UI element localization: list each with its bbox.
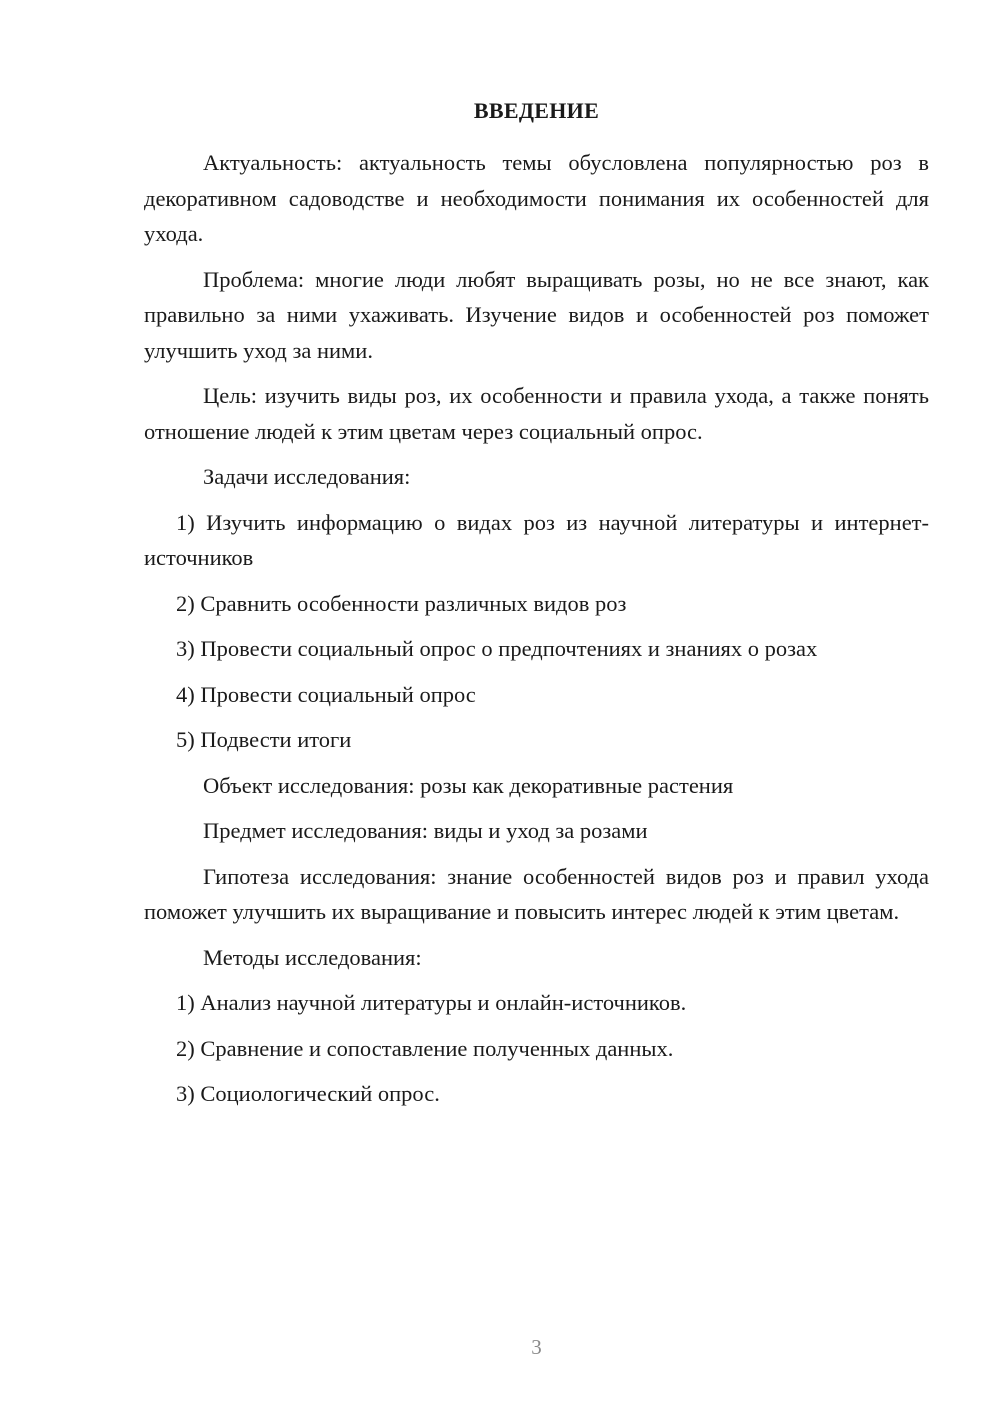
methods-heading: Методы исследования: (203, 944, 422, 970)
tasks-heading: Задачи исследования: (203, 464, 411, 489)
hypothesis-paragraph: Гипотеза исследования: знание особенностей видов роз и правил ухода поможет улучшить их выращивание и повысить интерес людей к этим цветам. (144, 863, 929, 924)
subject-paragraph: Предмет исследования: виды и уход за розами (203, 818, 648, 843)
task-item: 5) Подвести итоги (176, 727, 352, 752)
page-title: ВВЕДЕНИЕ (473, 98, 600, 123)
method-item: 1) Анализ научной литературы и онлайн-источников. (176, 990, 687, 1015)
problem-paragraph: Проблема: многие люди любят выращивать розы, но не все знают, как правильно за ними ухаживать. Изучение видов и особенностей роз поможет улучшить уход за ними. (144, 266, 929, 363)
task-item: 1) Изучить информацию о видах роз из научной литературы и интернет-источников (144, 509, 929, 570)
object-paragraph: Объект исследования: розы как декоративные растения (203, 772, 734, 798)
task-item: 2) Сравнить особенности различных видов роз (176, 590, 627, 616)
task-item: 3) Провести социальный опрос о предпочтениях и знаниях о розах (176, 636, 818, 661)
page-number: 3 (531, 1335, 542, 1359)
task-item: 4) Провести социальный опрос (176, 681, 476, 707)
document-page (144, 0, 929, 1414)
relevance-paragraph: Актуальность: актуальность темы обусловлена популярностью роз в декоративном садоводстве и необходимости понимания их особенностей для ухода. (144, 150, 929, 246)
goal-paragraph: Цель: изучить виды роз, их особенности и правила ухода, а также понять отношение людей к этим цветам через социальный опрос. (144, 383, 929, 444)
method-item: 2) Сравнение и сопоставление полученных данных. (176, 1035, 674, 1061)
method-item: 3) Социологический опрос. (176, 1081, 440, 1106)
document-body (144, 145, 929, 1122)
